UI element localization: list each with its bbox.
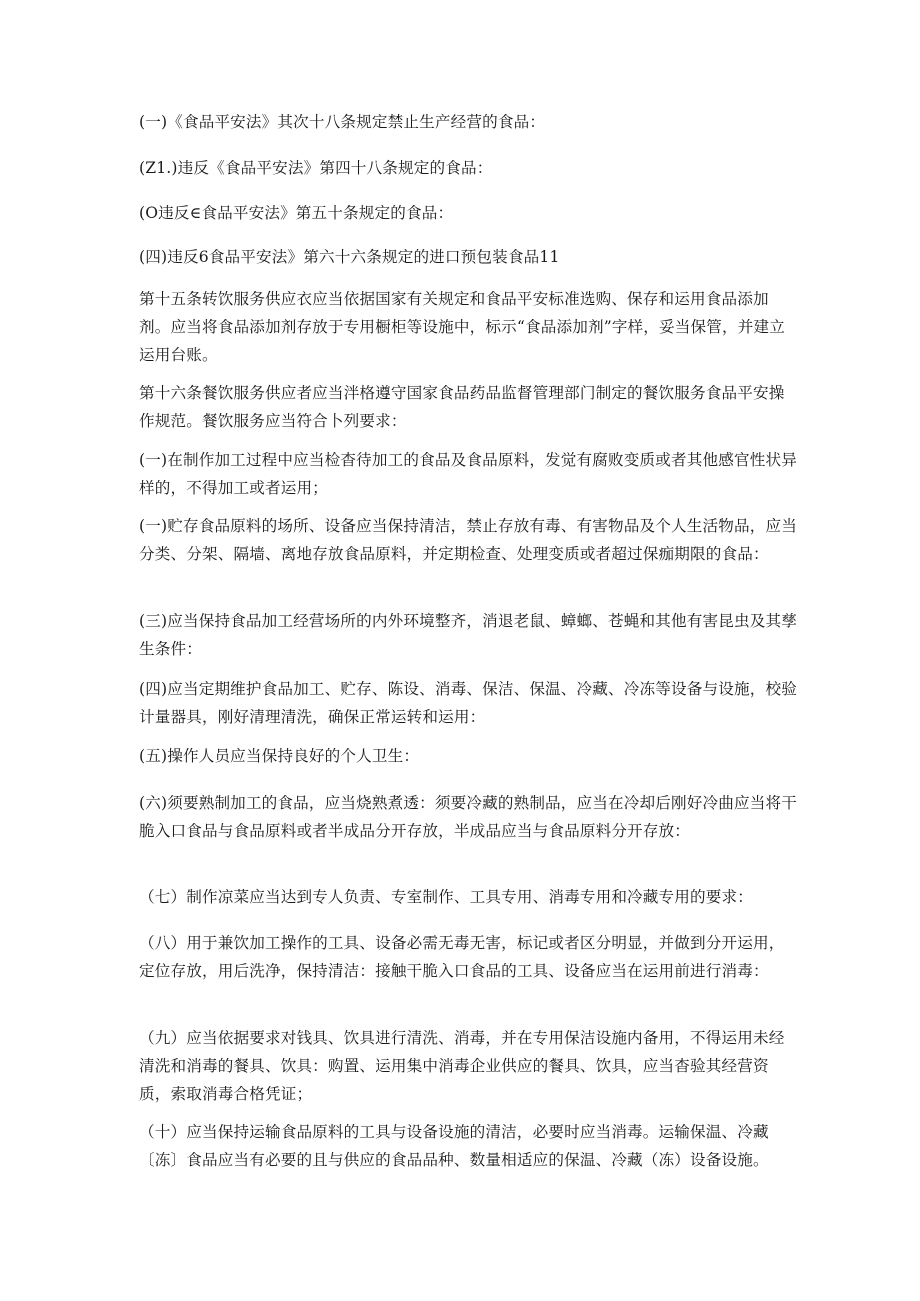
paragraph-2: (Z1.)违反《食品平安法》第四十八条规定的食品： bbox=[139, 159, 493, 177]
paragraph-13: （七）制作凉菜应当达到专人负责、专室制作、工具专用、消毒专用和冷藏专用的要求： bbox=[139, 888, 754, 906]
paragraph-7: (一)在制作加工过程中应当检杳待加工的食品及食品原料，发觉有腐败变质或者其他感官性状异样的，不得加工或者运用； bbox=[139, 451, 797, 497]
paragraph-3: (O违反∈食品平安法》第五十条规定的食品： bbox=[139, 204, 454, 222]
paragraph-4: (四)违反6食品平安法》第六十六条规定的进口预包装食品11 bbox=[139, 248, 560, 266]
paragraph-14: （八）用于兼饮加工操作的工具、设备必需无毒无害，标记或者区分明显，并做到分开运用，定位存放，用后洗净，保持清洁：接触干脆入口食品的工具、设备应当在运用前进行消毒： bbox=[139, 934, 785, 980]
paragraph-15: （九）应当依据要求对钱具、饮具进行清洗、消毒，并在专用保洁设施内备用，不得运用未经清洗和消毒的餐具、饮具：购置、运用集中消毒企业供应的餐具、饮具，应当杳验其经营资质，索取消毒合格凭证； bbox=[139, 1029, 785, 1103]
paragraph-12: (六)须要熟制加工的食品，应当烧熟煮透：须要冷藏的熟制品，应当在冷却后刚好冷曲应当将干脆入口食品与食品原料或者半成品分开存放，半成品应当与食品原料分开存放： bbox=[139, 794, 797, 840]
paragraph-5: 第十五条转饮服务供应衣应当依据国家有关规定和食品平安标准选购、保存和运用食品添加剂。应当将食品添加剂存放于专用橱柜等设施中，标示“食品添加剂”字样，妥当保管，并建立运用台账。 bbox=[139, 290, 785, 364]
paragraph-8: (一)贮存食品原料的场所、设备应当保持清洁，禁止存放有毒、有害物品及个人生活物品，应当分类、分架、隔墙、离地存放食品原料，并定期检查、处理变质或者超过保痂期限的食品： bbox=[139, 517, 797, 563]
paragraph-16: （十）应当保持运输食品原料的工具与设备设施的清洁，必要时应当消毒。运输保温、冷藏〔冻〕食品应当有必要的且与供应的食品品种、数量相适应的保温、冷藏（冻）设备设施。 bbox=[139, 1123, 769, 1169]
paragraph-11: (五)操作人员应当保持良好的个人卫生： bbox=[139, 747, 420, 765]
paragraph-6: 第十六条餐饮服务供应者应当泮格遵守国家食品药品监督管理部门制定的餐饮服务食品平安操作规范。餐饮服务应当符合卜列要求： bbox=[139, 384, 785, 430]
paragraph-9: (三)应当保持食品加工经营场所的内外环境整齐，消退老鼠、蟑螂、苍蝇和其他有害昆虫及其孳生条件： bbox=[139, 612, 797, 658]
paragraph-10: (四)应当定期维护食品加工、贮存、陈设、消毒、保洁、保温、冷藏、冷冻等设备与设施，校验计量器具，刚好清理清洗，确保正常运转和运用： bbox=[139, 680, 797, 726]
paragraph-1: (一)《食品平安法》其次十八条规定禁止生产经营的食品： bbox=[139, 113, 546, 131]
